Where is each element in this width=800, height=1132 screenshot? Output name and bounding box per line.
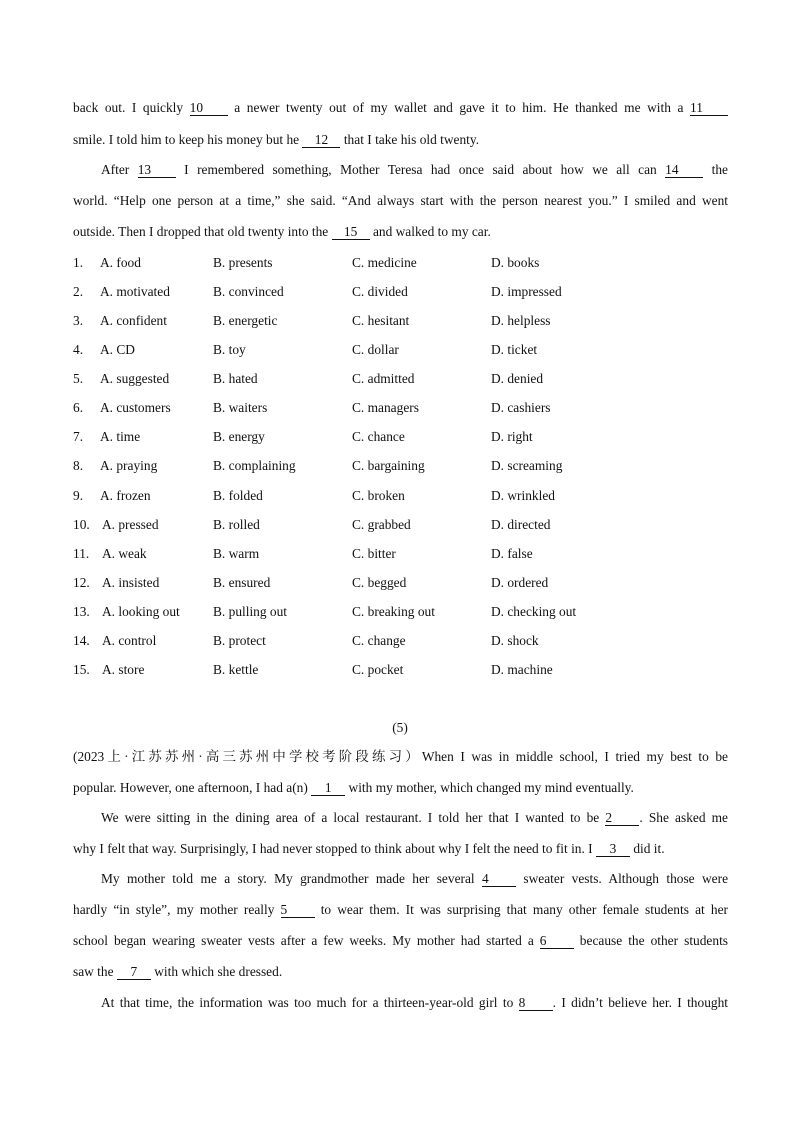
option-a: A. pressed [102, 517, 159, 532]
option-a: A. CD [100, 342, 135, 357]
option-d: D. helpless [491, 313, 551, 328]
option-a: A. motivated [100, 284, 170, 299]
passage-line [73, 223, 728, 241]
option-b: B. presents [213, 255, 273, 270]
passage-line [73, 840, 728, 858]
option-row [73, 428, 673, 446]
question-number: 13. [73, 604, 90, 619]
option-b: B. folded [213, 488, 263, 503]
answer-blank: 15 [332, 225, 370, 240]
passage-text: why I felt that way. Surprisingly, I had never stopped to think about why I felt the need to fit in. I [73, 841, 596, 856]
option-c: C. bargaining [352, 458, 425, 473]
answer-blank: 4 [482, 872, 516, 887]
option-d: D. wrinkled [491, 488, 555, 503]
answer-blank: 3 [596, 842, 630, 857]
answer-blank: 12 [302, 133, 340, 148]
passage-text: popular. However, one afternoon, I had a(n) [73, 780, 312, 795]
passage-text: outside. Then I dropped that old twenty into the [73, 224, 332, 239]
question-number: 6. [73, 400, 84, 415]
option-c: C. pocket [352, 662, 404, 677]
question-number: 7. [73, 429, 84, 444]
option-c: C. change [352, 633, 406, 648]
option-a: A. frozen [100, 488, 151, 503]
passage-text: because the other students [573, 933, 728, 948]
passage-text: the [703, 162, 728, 177]
option-a: A. praying [100, 458, 158, 473]
answer-blank: 5 [281, 903, 315, 918]
option-c: C. broken [352, 488, 405, 503]
option-b: B. waiters [213, 400, 268, 415]
question-number: 15. [73, 662, 90, 677]
option-a: A. time [100, 429, 141, 444]
option-c: C. breaking out [352, 604, 435, 619]
option-b: B. energetic [213, 313, 278, 328]
answer-blank: 8 [519, 996, 553, 1011]
passage-text: did it. [630, 841, 665, 856]
option-d: D. shock [491, 633, 539, 648]
question-number: 1. [73, 255, 84, 270]
passage-text: with which she dressed. [150, 964, 283, 979]
passage-line [73, 131, 728, 149]
option-c: C. admitted [352, 371, 415, 386]
option-b: B. kettle [213, 662, 259, 677]
question-number: 10. [73, 517, 90, 532]
question-number: 12. [73, 575, 90, 590]
option-b: B. hated [213, 371, 258, 386]
option-a: A. store [102, 662, 145, 677]
passage-line [73, 932, 728, 950]
passage-line [73, 192, 728, 210]
option-d: D. cashiers [491, 400, 551, 415]
passage-line [73, 963, 728, 981]
option-row [73, 370, 673, 388]
option-c: C. hesitant [352, 313, 410, 328]
passage-text: . She asked me [639, 810, 728, 825]
passage-line [73, 748, 728, 766]
passage-line [101, 809, 728, 827]
answer-blank: 10 [190, 101, 228, 116]
option-row [73, 283, 673, 301]
passage-line [73, 901, 728, 919]
question-number: 3. [73, 313, 84, 328]
option-d: D. checking out [491, 604, 577, 619]
passage-line [101, 870, 728, 888]
passage-text: that I take his old twenty. [340, 132, 480, 147]
option-d: D. machine [491, 662, 553, 677]
passage-text: hardly “in style”, my mother really [73, 902, 281, 917]
passage-text: After [101, 162, 138, 177]
option-row [73, 603, 673, 621]
passage-text: . I didn’t believe her. I thought [552, 995, 729, 1010]
option-c: C. medicine [352, 255, 417, 270]
passage-line [101, 994, 728, 1012]
option-row [73, 574, 673, 592]
option-c: C. divided [352, 284, 408, 299]
answer-blank: 2 [605, 811, 639, 826]
option-row [73, 312, 673, 330]
option-b: B. toy [213, 342, 246, 357]
option-a: A. food [100, 255, 141, 270]
option-b: B. pulling out [213, 604, 288, 619]
option-b: B. energy [213, 429, 265, 444]
option-row [73, 545, 673, 563]
option-b: B. ensured [213, 575, 271, 590]
option-d: D. ordered [491, 575, 549, 590]
option-row [73, 254, 673, 272]
option-c: C. grabbed [352, 517, 411, 532]
question-number: 4. [73, 342, 84, 357]
passage-line [101, 161, 728, 179]
option-a: A. looking out [102, 604, 180, 619]
option-a: A. control [102, 633, 157, 648]
passage-text: sweater vests. Although those were [516, 871, 729, 886]
question-number: 11. [73, 546, 90, 561]
passage-text: back out. I quickly [73, 100, 190, 115]
option-c: C. chance [352, 429, 405, 444]
option-row [73, 457, 673, 475]
option-a: A. customers [100, 400, 171, 415]
option-a: A. weak [102, 546, 147, 561]
option-b: B. rolled [213, 517, 260, 532]
option-row [73, 399, 673, 417]
option-d: D. right [491, 429, 533, 444]
passage-line [73, 779, 728, 797]
option-d: D. directed [491, 517, 551, 532]
option-b: B. complaining [213, 458, 296, 473]
passage-text: smile. I told him to keep his money but he [73, 132, 303, 147]
option-b: B. protect [213, 633, 266, 648]
passage-text: school began wearing sweater vests after a few weeks. My mother had started a [73, 933, 540, 948]
question-number: 2. [73, 284, 84, 299]
option-row [73, 341, 673, 359]
option-c: C. dollar [352, 342, 399, 357]
question-number: 5. [73, 371, 84, 386]
option-a: A. suggested [100, 371, 170, 386]
option-d: D. impressed [491, 284, 562, 299]
option-d: D. denied [491, 371, 544, 386]
answer-blank: 14 [665, 163, 703, 178]
option-d: D. books [491, 255, 540, 270]
question-number: 9. [73, 488, 84, 503]
passage-text: a newer twenty out of my wallet and gave it to him. He thanked me with a [227, 100, 690, 115]
passage-text: and walked to my car. [369, 224, 491, 239]
option-a: A. confident [100, 313, 167, 328]
passage-text: (2023上·江苏苏州·高三苏州中学校考阶段练习）When I was in middle school, I tried my best to be [73, 749, 728, 764]
option-c: C. managers [352, 400, 419, 415]
answer-blank: 6 [540, 934, 574, 949]
passage-text: I remembered something, Mother Teresa had once said about how we all can [175, 162, 666, 177]
passage-text: saw the [73, 964, 117, 979]
answer-blank: 13 [138, 163, 176, 178]
option-a: A. insisted [102, 575, 160, 590]
question-number: 14. [73, 633, 90, 648]
option-row [73, 487, 673, 505]
question-number: 8. [73, 458, 84, 473]
option-row [73, 661, 673, 679]
option-d: D. false [491, 546, 533, 561]
passage-text: We were sitting in the dining area of a local restaurant. I told her that I wanted to be [101, 810, 606, 825]
passage-text: My mother told me a story. My grandmother made her several [101, 871, 483, 886]
passage-text: with my mother, which changed my mind eventually. [345, 780, 634, 795]
answer-blank: 1 [311, 781, 345, 796]
option-b: B. convinced [213, 284, 284, 299]
section-number: (5) [392, 720, 408, 735]
option-row [73, 632, 673, 650]
option-d: D. ticket [491, 342, 538, 357]
option-d: D. screaming [491, 458, 563, 473]
option-c: C. bitter [352, 546, 396, 561]
passage-line [73, 99, 728, 117]
option-c: C. begged [352, 575, 407, 590]
passage-text: At that time, the information was too much for a thirteen-year-old girl to [101, 995, 519, 1010]
option-b: B. warm [213, 546, 260, 561]
option-row [73, 516, 673, 534]
passage-text: to wear them. It was surprising that many other female students at her [314, 902, 728, 917]
passage-text: world. “Help one person at a time,” she said. “And always start with the person nearest you.” I smiled and went [73, 193, 728, 208]
answer-blank: 11 [690, 101, 728, 116]
answer-blank: 7 [117, 965, 151, 980]
